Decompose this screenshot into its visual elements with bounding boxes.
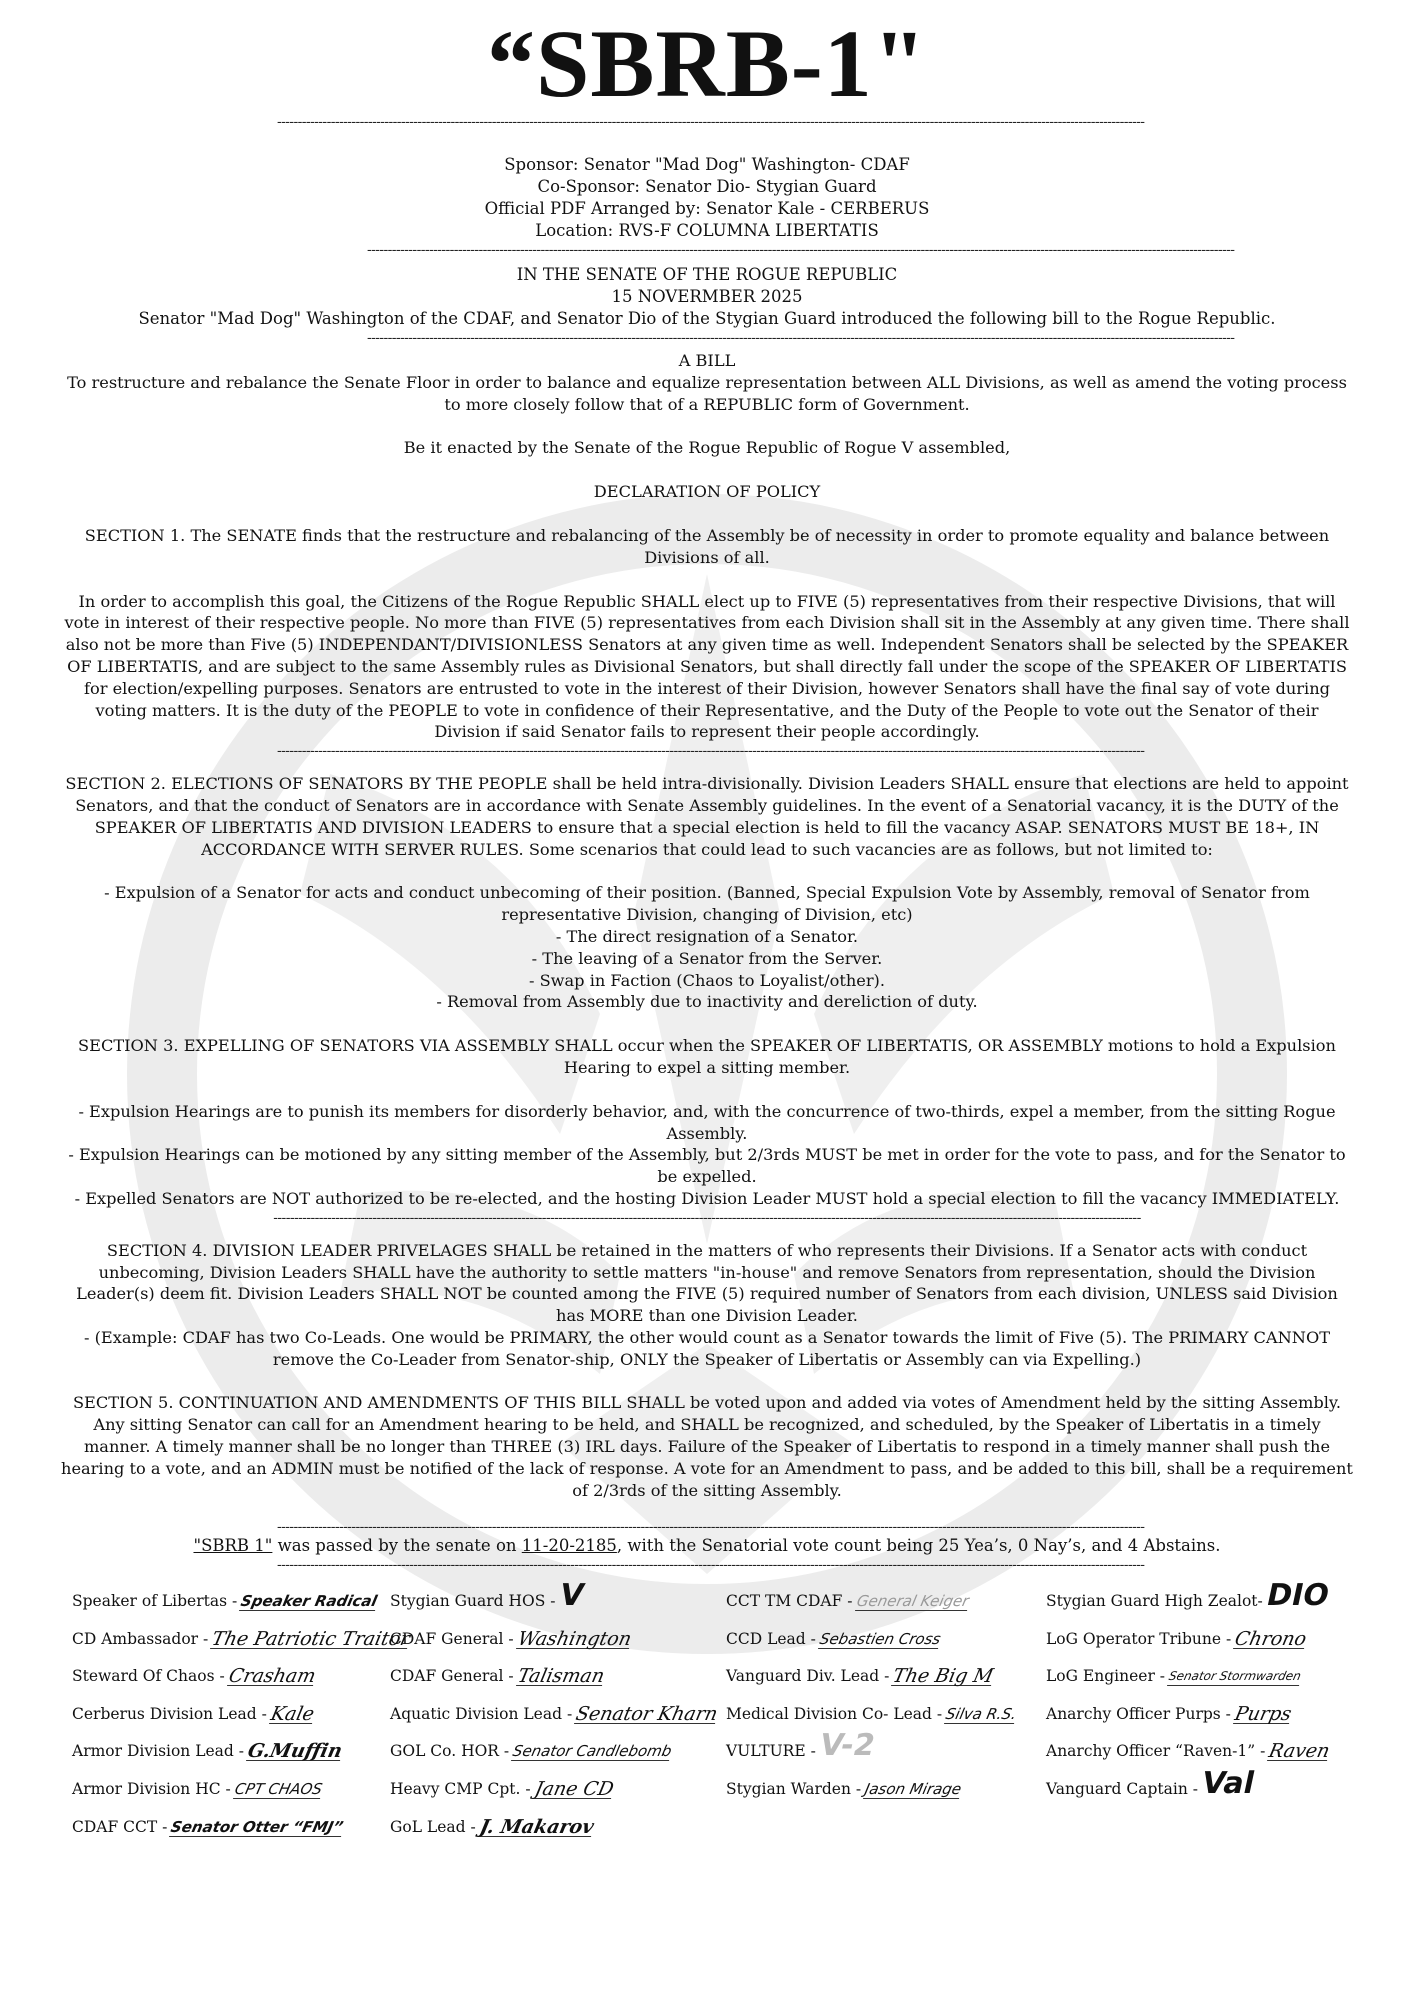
senate-date: 15 NOVERMBER 2025: [611, 287, 803, 306]
section-3: SECTION 3. EXPELLING OF SENATORS VIA ASSEMBLY SHALL occur when the SPEAKER OF LIBERTATIS, OR ASSEMBLY motions to hold a Expulsion Hearing to expel a sitting member.: [78, 1036, 1336, 1077]
signature: Senator Candlebomb: [511, 1742, 674, 1761]
signature-line: Stygian Guard High Zealot- DIO: [1046, 1578, 1333, 1614]
signature-column-1: [72, 1573, 413, 1836]
passage-date: 11-20-2185: [521, 1536, 617, 1556]
signature: The Patriotic Traitor: [210, 1627, 413, 1650]
section-2: SECTION 2. ELECTIONS OF SENATORS BY THE PEOPLE shall be held intra-divisionally. Division Leaders SHALL ensure that elections are held to appoint Senators, and that the conduct of Senators are in accordance with Senate Assembly guidelines. In the event of a Senatorial vacancy, it is the DUTY of the SPEAKER OF LIBERTATIS AND DIVISION LEADERS to ensure that a special election is held to fill the vacancy ASAP. SENATORS MUST BE 18+, IN ACCORDANCE WITH SERVER RULES. Some scenarios that could lead to such vacancies are as follows, but not limited to:: [65, 774, 1349, 859]
section-2-item: - The direct resignation of a Senator.: [555, 926, 859, 946]
section-2-item: - Removal from Assembly due to inactivity and dereliction of duty.: [436, 992, 978, 1012]
signature-column-2: [390, 1573, 726, 1836]
signature: General Keiger: [854, 1592, 971, 1611]
signature-line: CDAF CCT - Senator Otter “FMJ”: [72, 1817, 346, 1836]
signature: Jane CD: [532, 1778, 616, 1801]
signature: J. Makarov: [477, 1815, 596, 1838]
signature-line: Stygian Warden - Jason Mirage: [726, 1780, 964, 1799]
signature-line: Aquatic Division Lead - Senator Kharn: [390, 1702, 720, 1725]
signature: Val: [1198, 1766, 1258, 1802]
signature: Silva R.S.: [944, 1704, 1019, 1723]
header-block: [0, 154, 1414, 242]
signature-line: LoG Operator Tribune - Chrono: [1046, 1627, 1309, 1650]
signature-line: LoG Engineer - Senator Stormwarden: [1046, 1667, 1303, 1686]
signature-line: Armor Division HC - CPT CHAOS: [72, 1780, 324, 1799]
location-line: Location: RVS-F COLUMNA LIBERTATIS: [535, 221, 879, 240]
signature: Senator Stormwarden: [1167, 1667, 1303, 1686]
signature: V: [555, 1578, 587, 1614]
signature: V-2: [816, 1728, 879, 1764]
signature: CPT CHAOS: [232, 1780, 324, 1799]
section-2-item: - Expulsion of a Senator for acts and conduct unbecoming of their position. (Banned, Special Expulsion Vote by Assembly, removal of Senator from representative Division, changing of Division, etc): [104, 883, 1310, 925]
signature: Senator Otter “FMJ”: [169, 1817, 346, 1836]
signature-line: Cerberus Division Lead - Kale: [72, 1702, 317, 1725]
signature-line: Medical Division Co- Lead - Silva R.S.: [726, 1704, 1019, 1723]
divider: ------------------------------------------------------------------------------------------------------------------------------------------------------------------------------------------------------------------: [367, 242, 1235, 258]
signature-line: Heavy CMP Cpt. - Jane CD: [390, 1778, 616, 1801]
senate-heading: IN THE SENATE OF THE ROGUE REPUBLIC: [516, 265, 898, 284]
declaration-heading: DECLARATION OF POLICY: [593, 482, 821, 502]
bill-purpose: To restructure and rebalance the Senate Floor in order to balance and equalize representation between ALL Divisions, as well as amend the voting process to more closely follow that of a REPUBLIC form of Government.: [67, 372, 1347, 414]
section-1: SECTION 1. The SENATE finds that the restructure and rebalancing of the Assembly be of necessity in order to promote equality and balance between Divisions of all.: [84, 525, 1330, 567]
divider: ------------------------------------------------------------------------------------------------------------------------------------------------------------------------------------------------------------------: [277, 1519, 1145, 1536]
signature: Washington: [515, 1627, 634, 1650]
enacted-line: Be it enacted by the Senate of the Rogue Republic of Rogue V assembled,: [403, 438, 1011, 458]
pdf-arranged-line: Official PDF Arranged by: Senator Kale - CERBERUS: [484, 199, 930, 218]
section-5: SECTION 5. CONTINUATION AND AMENDMENTS OF THIS BILL SHALL be voted upon and added via votes of Amendment held by the sitting Assembly. Any sitting Senator can call for an Amendment hearing to be held, and SHALL be recognized, and scheduled, by the Speaker of Libertatis in a timely manner. A timely manner shall be no longer than THREE (3) IRL days. Failure of the Speaker of Libertatis to respond in a timely manner shall push the hearing to a vote, and an ADMIN must be notified of the lack of response. A vote for an Amendment to pass, and be added to this bill, shall be a requirement of 2/3rds of the sitting Assembly.: [61, 1393, 1353, 1500]
section-3-item: - Expulsion Hearings are to punish its members for disorderly behavior, and, with the concurrence of two-thirds, expel a member, from the sitting Rogue Assembly.: [78, 1101, 1336, 1143]
signature-line: CCD Lead - Sebastien Cross: [726, 1629, 943, 1648]
signature-line: CD Ambassador - The Patriotic Traitor: [72, 1627, 413, 1650]
signature: Crasham: [226, 1665, 318, 1688]
bill-block: [0, 350, 1414, 743]
section-4: SECTION 4. DIVISION LEADER PRIVELAGES SHALL be retained in the matters of who represents their Divisions. If a Senator acts with conduct unbecoming, Division Leaders SHALL have the authority to settle matters "in-house" and remove Senators from representation, should the Division Leader(s) deem fit. Division Leaders SHALL NOT be counted among the FIVE (5) required number of Senators from each division, UNLESS said Division has MORE than one Division Leader.: [76, 1240, 1338, 1326]
signature: Sebastien Cross: [818, 1629, 943, 1648]
divider: ------------------------------------------------------------------------------------------------------------------------------------------------------------------------------------------------------------------: [277, 743, 1145, 760]
section-4-block: [0, 1240, 1414, 1502]
signature-line: GoL Lead - J. Makarov: [390, 1815, 596, 1838]
signature: Kale: [268, 1702, 317, 1725]
signature-line: Speaker of Libertas - Speaker Radical: [72, 1592, 380, 1611]
section-3-item: - Expulsion Hearings can be motioned by any sitting member of the Assembly, but 2/3rds MUST be met in order for the vote to pass, and for the Senator to be expelled.: [68, 1145, 1346, 1187]
divider: ------------------------------------------------------------------------------------------------------------------------------------------------------------------------------------------------------------------: [367, 330, 1235, 346]
signature-line: Anarchy Officer Purps - Purps: [1046, 1702, 1294, 1725]
signature: Raven: [1267, 1740, 1333, 1763]
section-2-block: [0, 773, 1414, 1210]
signature: The Big M: [891, 1665, 996, 1688]
signature-line: GOL Co. HOR - Senator Candlebomb: [390, 1742, 674, 1761]
signature: Purps: [1232, 1702, 1294, 1725]
passage-line: "SBRB 1" was passed by the senate on 11-20-2185, with the Senatorial vote count being 25 Yea’s, 0 Nay’s, and 4 Abstains.: [193, 1536, 1221, 1556]
signature: Senator Kharn: [573, 1702, 720, 1725]
signature: Talisman: [515, 1665, 607, 1688]
sponsor-line: Sponsor: Senator "Mad Dog" Washington- CDAF: [504, 155, 910, 174]
section-1-body: In order to accomplish this goal, the Citizens of the Rogue Republic SHALL elect up to FIVE (5) representatives from their respective Divisions, that will vote in interest of their respective people. No more than FIVE (5) representatives from each Division shall sit in the Assembly at any given time. There shall also not be more than Five (5) INDEPENDANT/DIVISIONLESS Senators at any given time as well. Independent Senators shall be selected by the SPEAKER OF LIBERTATIS, and are subject to the same Assembly rules as Divisional Senators, but shall directly fall under the scope of the SPEAKER OF LIBERTATIS for election/expelling purposes. Senators are entrusted to vote in the interest of their Division, however Senators shall have the final say of vote during voting matters. It is the duty of the PEOPLE to vote in confidence of their Representative, and the Duty of the People to vote out the Senator of their Division if said Senator fails to represent their people accordingly.: [64, 591, 1350, 742]
passage-bill-name: "SBRB 1": [193, 1536, 273, 1556]
signature-line: Vanguard Captain - Val: [1046, 1766, 1258, 1802]
signature: Chrono: [1232, 1627, 1309, 1650]
bill-label: A BILL: [678, 351, 736, 370]
signature: DIO: [1263, 1578, 1333, 1614]
senate-block: [0, 264, 1414, 330]
section-4-example: - (Example: CDAF has two Co-Leads. One would be PRIMARY, the other would count as a Senator towards the limit of Five (5). The PRIMARY CANNOT remove the Co-Leader from Senator-ship, ONLY the Speaker of Libertatis or Assembly can via Expelling.): [83, 1327, 1331, 1369]
divider: ------------------------------------------------------------------------------------------------------------------------------------------------------------------------------------------------------------------: [273, 1209, 1141, 1226]
signature-line: CDAF General - Washington: [390, 1627, 634, 1650]
section-2-item: - The leaving of a Senator from the Server.: [531, 948, 883, 968]
signature-line: CDAF General - Talisman: [390, 1665, 607, 1688]
signature-line: Anarchy Officer “Raven-1” - Raven: [1046, 1740, 1333, 1763]
bill-document: [0, 10, 1414, 1838]
signature-block: [0, 1573, 1414, 1836]
signature-column-4: [1046, 1573, 1346, 1836]
signature-column-3: [726, 1573, 1046, 1836]
signature-line: VULTURE - V-2: [726, 1728, 879, 1764]
signature-line: Armor Division Lead - G.Muffin: [72, 1740, 345, 1763]
signature-line: Steward Of Chaos - Crasham: [72, 1665, 318, 1688]
signature: Speaker Radical: [239, 1592, 380, 1611]
signature-line: Stygian Guard HOS - V: [390, 1578, 587, 1614]
section-3-item: - Expelled Senators are NOT authorized to be re-elected, and the hosting Division Leader MUST hold a special election to fill the vacancy IMMEDIATELY.: [74, 1188, 1340, 1208]
bill-title: “SBRB-1": [486, 10, 928, 117]
divider: ------------------------------------------------------------------------------------------------------------------------------------------------------------------------------------------------------------------: [277, 114, 1145, 130]
senate-intro: Senator "Mad Dog" Washington of the CDAF, and Senator Dio of the Stygian Guard introduced the following bill to the Rogue Republic.: [138, 309, 1276, 328]
signature: G.Muffin: [245, 1740, 345, 1763]
divider: ------------------------------------------------------------------------------------------------------------------------------------------------------------------------------------------------------------------: [277, 1557, 1145, 1574]
section-2-item: - Swap in Faction (Chaos to Loyalist/other).: [528, 970, 886, 990]
co-sponsor-line: Co-Sponsor: Senator Dio- Stygian Guard: [537, 177, 877, 196]
signature-line: Vanguard Div. Lead - The Big M: [726, 1665, 996, 1688]
signature: Jason Mirage: [863, 1780, 964, 1799]
signature-line: CCT TM CDAF - General Keiger: [726, 1592, 971, 1611]
